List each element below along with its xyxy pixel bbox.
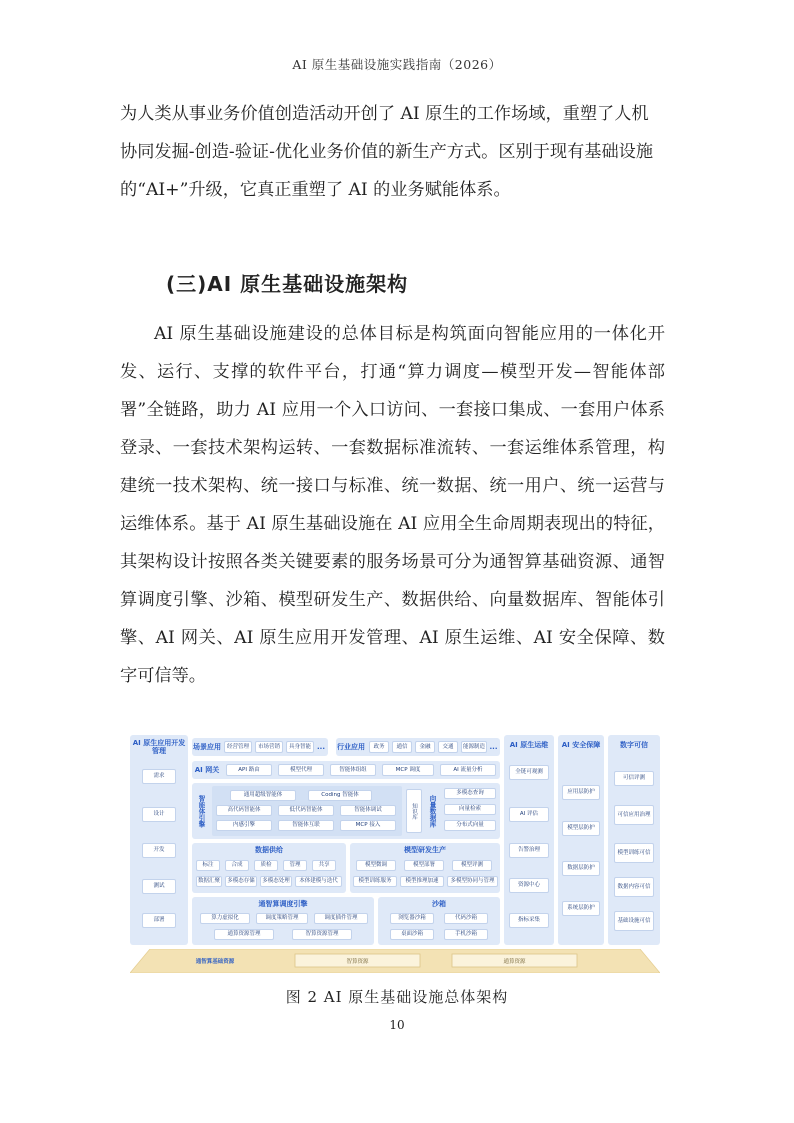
scheduler-item: 通算资源管理 (214, 929, 274, 940)
data-item: 数据汇聚 (196, 876, 222, 887)
gateway-item: 智能体组组 (330, 764, 376, 776)
gateway-panel (192, 761, 500, 779)
gateway-item: 模型代理 (278, 764, 324, 776)
ops-title: AI 原生运维 (509, 740, 549, 749)
model-rd-panel (350, 843, 500, 893)
agent-item: Coding 智能体 (308, 790, 372, 801)
data-item: 管理 (283, 860, 307, 871)
sandbox-title: 沙箱 (432, 899, 446, 908)
paragraph-architecture: AI 原生基础设施建设的总体目标是构筑面向智能应用的一体化开发、运行、支撑的软件平台，打通“算力调度—模型开发—智能体部署”全链路，助力 AI 应用一个入口访问、一套接口集成、一套用户体系登录、一套技术架构运转、一套数据标准流转、一套运维体系管理，构建统一技术架构、统一接口与标准、统一数据、统一用户、统一运营与运维体系。基于 AI 原生基础设施在 AI 应用全生命周期表现出的特征，其架构设计按照各类关键要素的服务场景可分为通智算基础资源、通智算调度引擎、沙箱、模型研发生产、数据供给、向量数据库、智能体引擎、AI 网关、AI 原生应用开发管理、AI 原生运维、AI 安全保障、数字可信等。 (120, 324, 665, 686)
architecture-diagram (130, 735, 660, 973)
trust-item: 可信评测 (614, 771, 654, 786)
sandbox-item: 桌面沙箱 (390, 929, 434, 940)
ops-panel (504, 735, 554, 945)
model-item: 模型微调 (356, 860, 396, 871)
trust-item: 基础设施可信 (614, 911, 654, 931)
scenario-item: 经营管理 (224, 741, 252, 753)
model-item: 模型部署 (404, 860, 444, 871)
agent-engine-panel (212, 786, 402, 836)
agent-item: 高代码智能体 (216, 805, 272, 816)
section-title: (三)AI 原生基础设施架构 (166, 272, 409, 296)
scenario-item: 市场营销 (255, 741, 283, 753)
sandbox-item: 浏览器沙箱 (390, 913, 434, 924)
gateway-item: MCP 调度 (382, 764, 434, 776)
agent-item: 智能体调试 (340, 805, 396, 816)
model-item: 多模型协同与管理 (447, 876, 498, 887)
scheduler-item: 算力虚拟化 (200, 913, 250, 924)
scheduler-item: 调度插件管理 (314, 913, 368, 924)
data-supply-panel (192, 843, 346, 893)
scenario-app-panel (192, 738, 328, 756)
model-item: 模型训练服务 (353, 876, 397, 887)
data-item: 合成 (225, 860, 249, 871)
figure-caption: 图 2 AI 原生基础设施总体架构 (285, 988, 509, 1006)
ops-item: 指标采集 (509, 913, 549, 928)
data-item: 质检 (254, 860, 278, 871)
running-header: AI 原生基础设施实践指南（2026） (292, 57, 502, 72)
sandbox-item: 代码沙箱 (444, 913, 488, 924)
data-supply-title: 数据供给 (255, 845, 283, 854)
dev-mgmt-title: AI 原生应用开发管理 (132, 738, 186, 755)
data-item: 共享 (312, 860, 336, 871)
data-item: 多模态存储 (225, 876, 257, 887)
industry-more: ... (489, 742, 498, 751)
model-rd-title: 模型研发生产 (404, 845, 446, 854)
agent-block (192, 783, 500, 839)
gateway-title: AI 网关 (194, 765, 220, 774)
trust-item: 可信应用治理 (614, 805, 654, 825)
trust-title: 数字可信 (620, 740, 648, 749)
scenario-more: ... (317, 742, 325, 751)
trust-panel (608, 735, 660, 945)
page-number: 10 (389, 1018, 405, 1032)
trust-item: 模型训练可信 (614, 843, 654, 863)
scheduler-item: 智算资源管理 (292, 929, 352, 940)
model-item: 模型评测 (452, 860, 492, 871)
industry-app-panel (336, 738, 500, 756)
industry-app-title: 行业应用 (337, 742, 365, 751)
ops-item: 资源中心 (509, 878, 549, 893)
dev-item: 开发 (142, 843, 176, 858)
industry-item: 金融 (415, 741, 435, 753)
scheduler-item: 调度策略管理 (256, 913, 308, 924)
security-item: 应用层防护 (562, 785, 600, 800)
agent-item: MCP 接入 (340, 820, 396, 831)
gateway-item: AI 流量分析 (440, 764, 496, 776)
scheduler-panel (192, 897, 374, 945)
vector-item: 多模态查询 (444, 788, 496, 799)
ops-item: AI 评估 (509, 807, 549, 822)
security-title: AI 安全保障 (561, 740, 601, 749)
base-item: 通算资源 (503, 959, 526, 965)
agent-item: 低代码智能体 (278, 805, 334, 816)
vector-db-title: 向量数据库 (428, 794, 437, 828)
vector-item: 分布式向量 (444, 820, 496, 831)
dev-mgmt-panel (130, 735, 188, 945)
dev-item: 部署 (142, 913, 176, 928)
vector-item: 向量检索 (444, 804, 496, 815)
model-item: 模型推理加速 (400, 876, 444, 887)
dev-item: 需求 (142, 769, 176, 784)
agent-item: 通用超级智能体 (230, 790, 296, 801)
dev-item: 测试 (142, 879, 176, 894)
security-item: 数据层防护 (562, 861, 600, 876)
knowledge-base: 知识库 (406, 789, 422, 833)
data-item: 本体建模与迭代 (295, 876, 342, 887)
agent-item: 内感引擎 (216, 820, 272, 831)
security-panel (558, 735, 604, 945)
industry-item: 政务 (369, 741, 389, 753)
scenario-app-title: 场景应用 (193, 742, 221, 751)
dev-item: 设计 (142, 807, 176, 822)
base-title: 通智算基础资源 (195, 959, 235, 965)
industry-item: 能源制造 (461, 741, 487, 753)
industry-item: 交通 (438, 741, 458, 753)
agent-item: 智能体互联 (278, 820, 334, 831)
sandbox-item: 手机沙箱 (444, 929, 488, 940)
scheduler-title: 通智算调度引擎 (258, 899, 308, 908)
data-item: 标注 (196, 860, 220, 871)
agent-engine-title: 智能体引擎 (197, 794, 206, 828)
sandbox-panel (378, 897, 500, 945)
ops-item: 告警治理 (509, 843, 549, 858)
base-item: 智算资源 (346, 959, 369, 965)
industry-item: 通信 (392, 741, 412, 753)
paragraph-intro: 为人类从事业务价值创造活动开创了 AI 原生的工作场域，重塑了人机协同发掘-创造-验证-优化业务价值的新生产方式。区别于现有基础设施的“AI+”升级，它真正重塑了 AI 的业务赋能体系。 (120, 104, 654, 200)
security-item: 模型层防护 (562, 821, 600, 836)
scenario-item: 具身智能 (286, 741, 314, 753)
data-item: 多模态处理 (260, 876, 292, 887)
ops-item: 全链可观测 (509, 765, 549, 780)
security-item: 系统层防护 (562, 901, 600, 916)
gateway-item: API 路由 (226, 764, 272, 776)
trust-item: 数据内容可信 (614, 877, 654, 897)
